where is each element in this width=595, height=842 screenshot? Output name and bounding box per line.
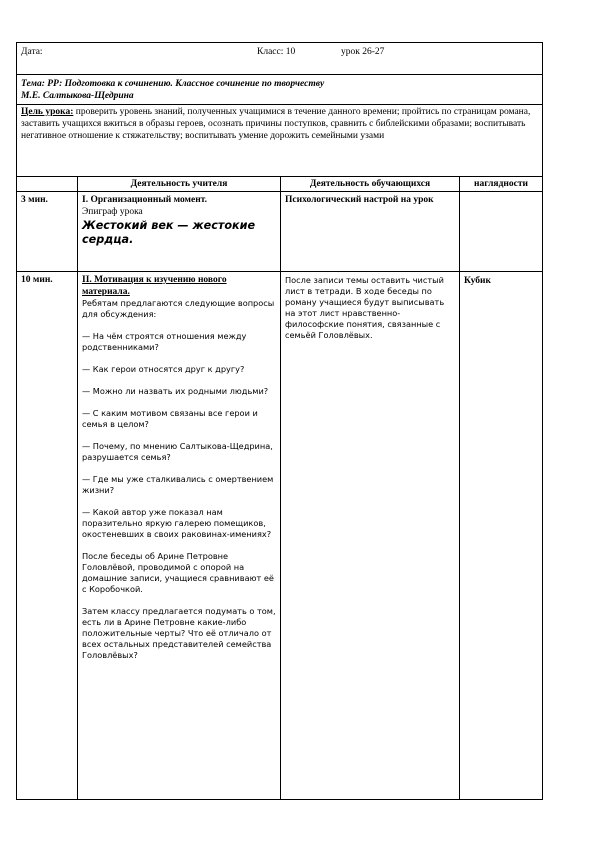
final-question: Затем классу предлагается подумать о том, есть ли в Арине Петровне какие-либо положительные черты? Что её отличало от всех остальных представителей семейства Головлёвых? — [82, 606, 276, 660]
column-header-row — [17, 177, 543, 192]
lesson-plan-sheet — [16, 42, 542, 800]
column-header-time — [17, 177, 78, 192]
table-row — [17, 192, 543, 272]
row2-teacher-cell — [78, 272, 281, 800]
goal-label: Цель урока: — [21, 107, 74, 117]
goal-text: проверить уровень знаний, полученных учащимися в течение данного времени; пройтись по страницам романа, заставить учащихся вжиться в образы героев, осознать причины поступков, сравнить с библейскими образами; воспитывать негативное отношение к стяжательству; воспитывать умение дорожить семейными узами — [21, 107, 531, 141]
goal-row — [17, 105, 543, 177]
row1-visual — [460, 192, 543, 272]
row2-stage-title: II. Мотивация к изучению нового материала. — [82, 275, 227, 297]
question-item: — Где мы уже сталкивались с омертвением жизни? — [82, 474, 274, 495]
topic-text: Подготовка к сочинению. Классное сочинение по творчеству — [64, 79, 325, 89]
topic-author: М.Е. Салтыкова-Щедрина — [21, 91, 134, 101]
class-label: Класс: 10 — [257, 47, 296, 57]
epigraph-text: Жестокий век — жестокие сердца. — [82, 219, 256, 246]
question-item: — Как герои относятся друг к другу? — [82, 364, 245, 374]
row1-time: 3 мин. — [17, 192, 78, 272]
column-header-teacher: Деятельность учителя — [78, 177, 281, 192]
table-row — [17, 272, 543, 800]
date-label: Дата: — [21, 47, 43, 57]
row1-teacher-cell — [78, 192, 281, 272]
comparison-note: После беседы об Арине Петровне Головлёвой, проводимой с опорой на домашние записи, учащиеся сравнивают её с Коробочкой. — [82, 551, 274, 594]
row2-time: 10 мин. — [17, 272, 78, 800]
header-row — [17, 43, 543, 75]
topic-prefix: Тема: РР: — [21, 79, 63, 89]
column-header-visuals: наглядности — [460, 177, 543, 192]
question-item: — Какой автор уже показал нам поразительно яркую галерею помещиков, окостеневших в своих раковинах-имениях? — [82, 507, 272, 539]
row2-visual: Кубик — [460, 272, 543, 800]
question-item: — На чём строятся отношения между родственниками? — [82, 331, 247, 352]
row2-intro: Ребятам предлагаются следующие вопросы для обсуждения: — [82, 298, 275, 319]
topic-row — [17, 75, 543, 105]
row1-students: Психологический настрой на урок — [281, 192, 460, 272]
lesson-plan-table — [16, 42, 543, 800]
question-item: — Почему, по мнению Салтыкова-Щедрина, разрушается семья? — [82, 441, 273, 462]
row1-stage-title: I. Организационный момент. — [82, 195, 208, 205]
question-item: — Можно ли назвать их родными людьми? — [82, 386, 269, 396]
question-item: — С каким мотивом связаны все герои и семья в целом? — [82, 408, 258, 429]
lesson-label: урок 26-27 — [341, 47, 385, 57]
row2-students: После записи темы оставить чистый лист в тетради. В ходе беседы по роману учащиеся будут выписывать на этот лист нравственно-философские понятия, связанные с семьёй Головлёвых. — [281, 272, 460, 800]
epigraph-label: Эпиграф урока — [82, 207, 143, 217]
column-header-students: Деятельность обучающихся — [281, 177, 460, 192]
